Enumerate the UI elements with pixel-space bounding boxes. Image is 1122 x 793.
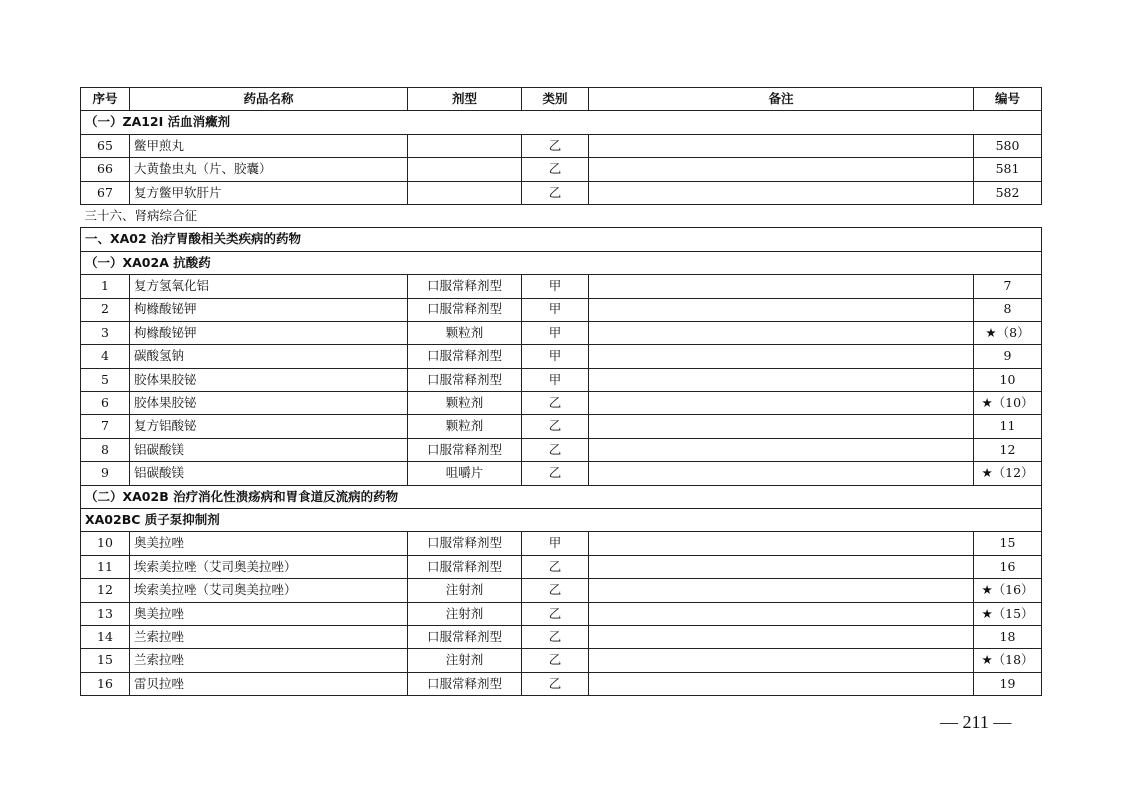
cell-code: 12: [974, 438, 1042, 461]
cell-name: 复方铝酸铋: [130, 415, 408, 438]
cell-category: 乙: [522, 158, 589, 181]
cell-remark: [589, 625, 974, 648]
cell-category: 甲: [522, 321, 589, 344]
cell-form: 口服常释剂型: [408, 532, 522, 555]
cell-code: 18: [974, 625, 1042, 648]
cell-category: 乙: [522, 649, 589, 672]
cell-code: 9: [974, 345, 1042, 368]
cell-code: ★（8）: [974, 321, 1042, 344]
section-heading-row: [81, 251, 1042, 274]
cell-form: 口服常释剂型: [408, 275, 522, 298]
cell-form: 口服常释剂型: [408, 438, 522, 461]
cell-remark: [589, 275, 974, 298]
table-row: [81, 462, 1042, 485]
cell-no: 6: [81, 392, 130, 415]
cell-name: 埃索美拉唑（艾司奥美拉唑）: [130, 555, 408, 578]
cell-remark: [589, 649, 974, 672]
cell-code: 10: [974, 368, 1042, 391]
header-form: 剂型: [408, 88, 522, 111]
cell-remark: [589, 368, 974, 391]
cell-remark: [589, 438, 974, 461]
cell-code: 582: [974, 181, 1042, 204]
table-row: [81, 415, 1042, 438]
cell-category: 乙: [522, 579, 589, 602]
cell-category: 乙: [522, 555, 589, 578]
cell-no: 1: [81, 275, 130, 298]
cell-name: 奥美拉唑: [130, 532, 408, 555]
cell-category: 乙: [522, 625, 589, 648]
cell-name: 兰索拉唑: [130, 625, 408, 648]
cell-category: 乙: [522, 438, 589, 461]
header-no: 序号: [81, 88, 130, 111]
cell-remark: [589, 415, 974, 438]
cell-name: 大黄蛰虫丸（片、胶囊）: [130, 158, 408, 181]
table-row: [81, 134, 1042, 157]
cell-name: 复方氢氧化铝: [130, 275, 408, 298]
header-code: 编号: [974, 88, 1042, 111]
section-heading-row: [81, 485, 1042, 508]
cell-category: 乙: [522, 181, 589, 204]
table-row: [81, 321, 1042, 344]
cell-category: 乙: [522, 672, 589, 695]
cell-no: 15: [81, 649, 130, 672]
cell-no: 11: [81, 555, 130, 578]
table-row: [81, 298, 1042, 321]
header-remark: 备注: [589, 88, 974, 111]
cell-name: 雷贝拉唑: [130, 672, 408, 695]
table-row: [81, 532, 1042, 555]
header-category: 类别: [522, 88, 589, 111]
cell-form: 注射剂: [408, 649, 522, 672]
cell-category: 乙: [522, 415, 589, 438]
table-row: [81, 181, 1042, 204]
cell-remark: [589, 345, 974, 368]
cell-name: 胶体果胶铋: [130, 368, 408, 391]
cell-form: 口服常释剂型: [408, 672, 522, 695]
cell-no: 10: [81, 532, 130, 555]
section-heading-row: [81, 111, 1042, 134]
table-header-row: [81, 88, 1042, 111]
table-row: [81, 579, 1042, 602]
header-name: 药品名称: [130, 88, 408, 111]
section-heading: XA02BC 质子泵抑制剂: [81, 509, 1042, 532]
section-heading: 三十六、肾病综合征: [81, 204, 1042, 227]
section-heading: （二）XA02B 治疗消化性溃疡病和胃食道反流病的药物: [81, 485, 1042, 508]
cell-name: 铝碳酸镁: [130, 438, 408, 461]
cell-no: 66: [81, 158, 130, 181]
cell-category: 乙: [522, 462, 589, 485]
table-row: [81, 158, 1042, 181]
cell-remark: [589, 462, 974, 485]
cell-code: ★（16）: [974, 579, 1042, 602]
cell-remark: [589, 602, 974, 625]
cell-no: 16: [81, 672, 130, 695]
chapter-heading-row: [81, 204, 1042, 227]
cell-name: 胶体果胶铋: [130, 392, 408, 415]
cell-remark: [589, 392, 974, 415]
cell-form: 咀嚼片: [408, 462, 522, 485]
cell-name: 埃索美拉唑（艾司奥美拉唑）: [130, 579, 408, 602]
cell-remark: [589, 672, 974, 695]
cell-code: 8: [974, 298, 1042, 321]
cell-no: 12: [81, 579, 130, 602]
cell-form: 颗粒剂: [408, 392, 522, 415]
cell-form: [408, 181, 522, 204]
cell-name: 鳖甲煎丸: [130, 134, 408, 157]
cell-code: 11: [974, 415, 1042, 438]
cell-form: 颗粒剂: [408, 321, 522, 344]
cell-no: 5: [81, 368, 130, 391]
table-row: [81, 368, 1042, 391]
cell-category: 乙: [522, 392, 589, 415]
cell-code: 19: [974, 672, 1042, 695]
cell-name: 枸橼酸铋钾: [130, 298, 408, 321]
cell-code: 580: [974, 134, 1042, 157]
cell-code: 16: [974, 555, 1042, 578]
cell-form: 注射剂: [408, 602, 522, 625]
table-row: [81, 438, 1042, 461]
table-row: [81, 555, 1042, 578]
cell-form: 口服常释剂型: [408, 368, 522, 391]
cell-code: 581: [974, 158, 1042, 181]
cell-no: 13: [81, 602, 130, 625]
cell-no: 9: [81, 462, 130, 485]
cell-category: 乙: [522, 134, 589, 157]
cell-code: 7: [974, 275, 1042, 298]
cell-no: 65: [81, 134, 130, 157]
cell-no: 4: [81, 345, 130, 368]
cell-code: ★（15）: [974, 602, 1042, 625]
section-heading: （一）XA02A 抗酸药: [81, 251, 1042, 274]
table-row: [81, 625, 1042, 648]
cell-code: ★（18）: [974, 649, 1042, 672]
cell-name: 兰索拉唑: [130, 649, 408, 672]
cell-remark: [589, 134, 974, 157]
cell-form: 口服常释剂型: [408, 345, 522, 368]
cell-no: 2: [81, 298, 130, 321]
cell-name: 碳酸氢钠: [130, 345, 408, 368]
cell-remark: [589, 579, 974, 602]
table-row: [81, 345, 1042, 368]
cell-category: 甲: [522, 368, 589, 391]
cell-remark: [589, 532, 974, 555]
cell-form: 口服常释剂型: [408, 298, 522, 321]
cell-category: 甲: [522, 275, 589, 298]
cell-no: 67: [81, 181, 130, 204]
cell-remark: [589, 158, 974, 181]
cell-form: 口服常释剂型: [408, 625, 522, 648]
cell-category: 甲: [522, 345, 589, 368]
cell-form: 注射剂: [408, 579, 522, 602]
cell-name: 枸橼酸铋钾: [130, 321, 408, 344]
cell-category: 乙: [522, 602, 589, 625]
table-row: [81, 602, 1042, 625]
cell-category: 甲: [522, 298, 589, 321]
section-heading-row: [81, 509, 1042, 532]
cell-remark: [589, 555, 974, 578]
section-heading-row: [81, 228, 1042, 251]
cell-no: 3: [81, 321, 130, 344]
cell-name: 铝碳酸镁: [130, 462, 408, 485]
cell-code: ★（12）: [974, 462, 1042, 485]
cell-category: 甲: [522, 532, 589, 555]
cell-code: 15: [974, 532, 1042, 555]
cell-no: 8: [81, 438, 130, 461]
page-number: — 211 —: [940, 712, 1012, 732]
section-heading: （一）ZA12I 活血消癥剂: [81, 111, 1042, 134]
cell-code: ★（10）: [974, 392, 1042, 415]
cell-no: 7: [81, 415, 130, 438]
cell-name: 奥美拉唑: [130, 602, 408, 625]
cell-form: [408, 134, 522, 157]
cell-remark: [589, 298, 974, 321]
table-row: [81, 392, 1042, 415]
table-body: [81, 111, 1042, 696]
cell-remark: [589, 181, 974, 204]
cell-form: [408, 158, 522, 181]
cell-form: 口服常释剂型: [408, 555, 522, 578]
cell-form: 颗粒剂: [408, 415, 522, 438]
section-heading: 一、XA02 治疗胃酸相关类疾病的药物: [81, 228, 1042, 251]
cell-remark: [589, 321, 974, 344]
cell-no: 14: [81, 625, 130, 648]
table-row: [81, 275, 1042, 298]
table-row: [81, 672, 1042, 695]
cell-name: 复方鳖甲软肝片: [130, 181, 408, 204]
drug-table: [80, 87, 1042, 696]
table-row: [81, 649, 1042, 672]
